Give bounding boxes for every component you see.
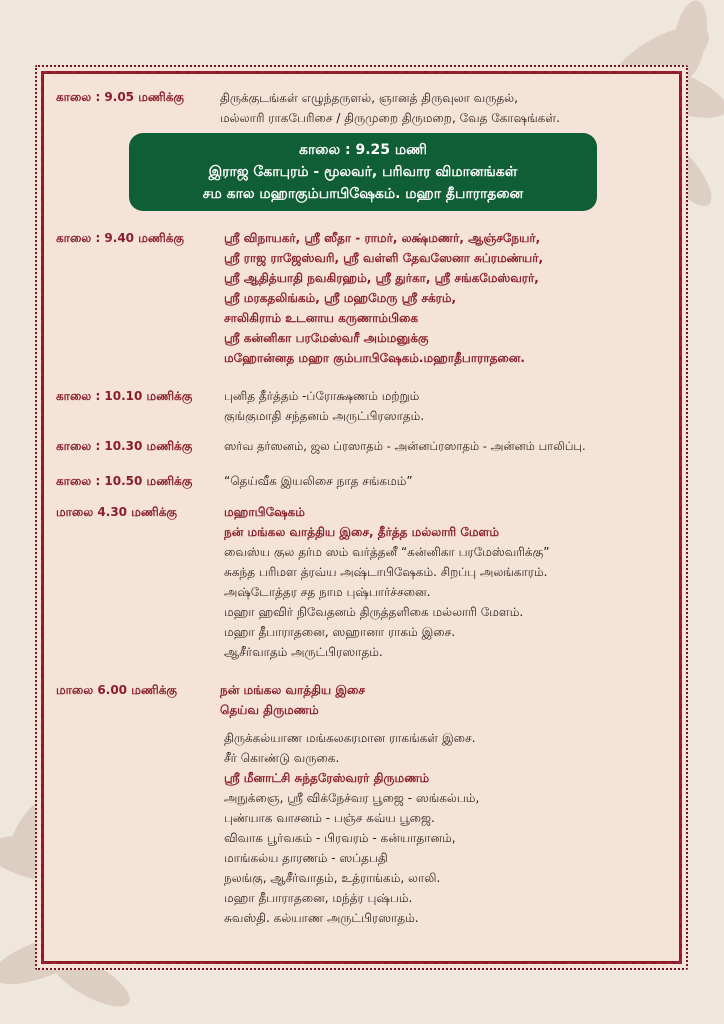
time-label: காலை : 10.50 மணிக்கு [56, 474, 193, 488]
event-line: சுவஸ்தி. கல்யாண அருட்பிரஸாதம். [224, 911, 419, 925]
event-line: சீர் கொண்டு வருகை. [224, 751, 340, 765]
event-line: மல்லாரி ராகபேரிசை / திருமுறை திருமறை, வேத கோஷங்கள். [220, 111, 560, 125]
event-line: ஸ்ரீ விநாயகர், ஸ்ரீ ஸீதா - ராமர், லக்ஷ்மணர், ஆஞ்சநேயர், [224, 231, 541, 245]
event-line: ஸ்ரீ கன்னிகா பரமேஸ்வரீ அம்மனுக்கு [224, 331, 429, 345]
time-label: காலை : 9.40 மணிக்கு [56, 231, 184, 245]
event-line: சுகந்த பரிமள த்ரவ்ய அஷ்டாபிஷேகம். சிறப்பு அலங்காரம். [224, 565, 548, 579]
event-line: திருக்குடங்கள் எழுந்தருளல், ஞானத் திருவுலா வருதல், [220, 91, 518, 105]
event-line: புண்யாக வாசனம் - பஞ்ச கவ்ய பூஜை. [224, 811, 435, 825]
event-lines [224, 228, 543, 368]
event-line: மஹா தீபாராதனை, மந்த்ர புஷ்பம். [224, 891, 413, 905]
event-line: அஷ்டோத்தர சத நாம புஷ்பார்ச்சனை. [224, 585, 431, 599]
event-line: திருக்கல்யாண மங்கலகரமான ராகங்கள் இசை. [224, 731, 476, 745]
event-line: நன் மங்கல வாத்திய இசை [220, 683, 366, 697]
event-line: மஹா ஹவிர் நிவேதனம் திருத்தளிகை மல்லாரி மேளம். [224, 605, 524, 619]
time-label: மாலை 6.00 மணிக்கு [56, 683, 177, 697]
event-line: ஸ்ரீ ஆதித்யாதி நவகிரஹம், ஸ்ரீ துர்கா, ஸ்ரீ சங்கமேஸ்வரர், [224, 271, 539, 285]
event-lines [220, 680, 365, 720]
time-label: காலை : 9.05 மணிக்கு [56, 90, 184, 104]
event-lines [224, 471, 413, 491]
event-line: ஆசீர்வாதம் அருட்பிரஸாதம். [224, 645, 383, 659]
event-line: ஸ்ரீ மரகதலிங்கம், ஸ்ரீ மஹமேரு ஸ்ரீ சக்ரம், [224, 291, 457, 305]
event-line: நன் மங்கல வாத்திய இசை, தீர்த்த மல்லாரி மேளம் [224, 525, 499, 539]
time-label: காலை : 10.30 மணிக்கு [56, 439, 193, 453]
event-line: ஸர்வ தர்ஸனம், ஜல ப்ரஸாதம் - அன்னப்ரஸாதம் - அன்னம் பாலிப்பு. [224, 439, 586, 453]
event-line: ஸ்ரீ ராஜ ராஜேஸ்வரி, ஸ்ரீ வள்ளி தேவஸேனா சுப்ரமண்யர், [224, 251, 544, 265]
banner-line: சம கால மஹாகும்பாபிஷேகம். மஹா தீபாராதனை [202, 186, 524, 202]
event-line: நலங்கு, ஆசீர்வாதம், உத்ராங்கம், லாலி. [224, 871, 441, 885]
event-line: சாலிகிராம் உடனாய கருணாம்பிகை [224, 311, 419, 325]
event-line: அநுக்ஞை, ஸ்ரீ விக்நேச்வர பூஜை - ஸங்கல்பம், [224, 791, 480, 805]
event-line: “தெய்வீக இயலிசை நாத சங்கமம்” [224, 474, 413, 488]
event-lines [224, 436, 586, 456]
event-lines [224, 728, 479, 928]
event-line: மாங்கல்ய தாரணம் - ஸப்தபதி [224, 851, 388, 865]
event-line: வைஸ்ய குல தர்ம ஸம் வர்த்தனீ “கன்னிகா பரமேஸ்வரிக்கு” [224, 545, 550, 559]
event-line: குங்குமாதி சந்தனம் அருட்பிரஸாதம். [224, 409, 425, 423]
event-lines [220, 88, 560, 128]
time-label: மாலை 4.30 மணிக்கு [56, 505, 177, 519]
event-line: புனித தீர்த்தம் -ப்ரோக்ஷணம் மற்றும் [224, 389, 420, 403]
event-line: ஸ்ரீ மீனாட்சி சுந்தரேஸ்வரர் திருமணம் [224, 771, 430, 785]
event-line: விவாக பூர்வகம் - பிரவரம் - கன்யாதானம், [224, 831, 456, 845]
event-lines [224, 502, 549, 662]
time-label: காலை : 10.10 மணிக்கு [56, 389, 193, 403]
event-line: மஹா தீபாராதனை, ஸஹானா ராகம் இசை. [224, 625, 456, 639]
event-line: தெய்வ திருமணம் [220, 703, 319, 717]
event-line: மஹோன்னத மஹா கும்பாபிஷேகம்.மஹாதீபாராதனை. [224, 351, 525, 365]
event-line: மஹாபிஷேகம் [224, 505, 305, 519]
main-event-banner [129, 133, 597, 211]
banner-line: இராஜ கோபுரம் - மூலவர், பரிவார விமானங்கள் [208, 164, 518, 180]
event-lines [224, 386, 424, 426]
banner-time: காலை : 9.25 மணி [299, 142, 427, 158]
